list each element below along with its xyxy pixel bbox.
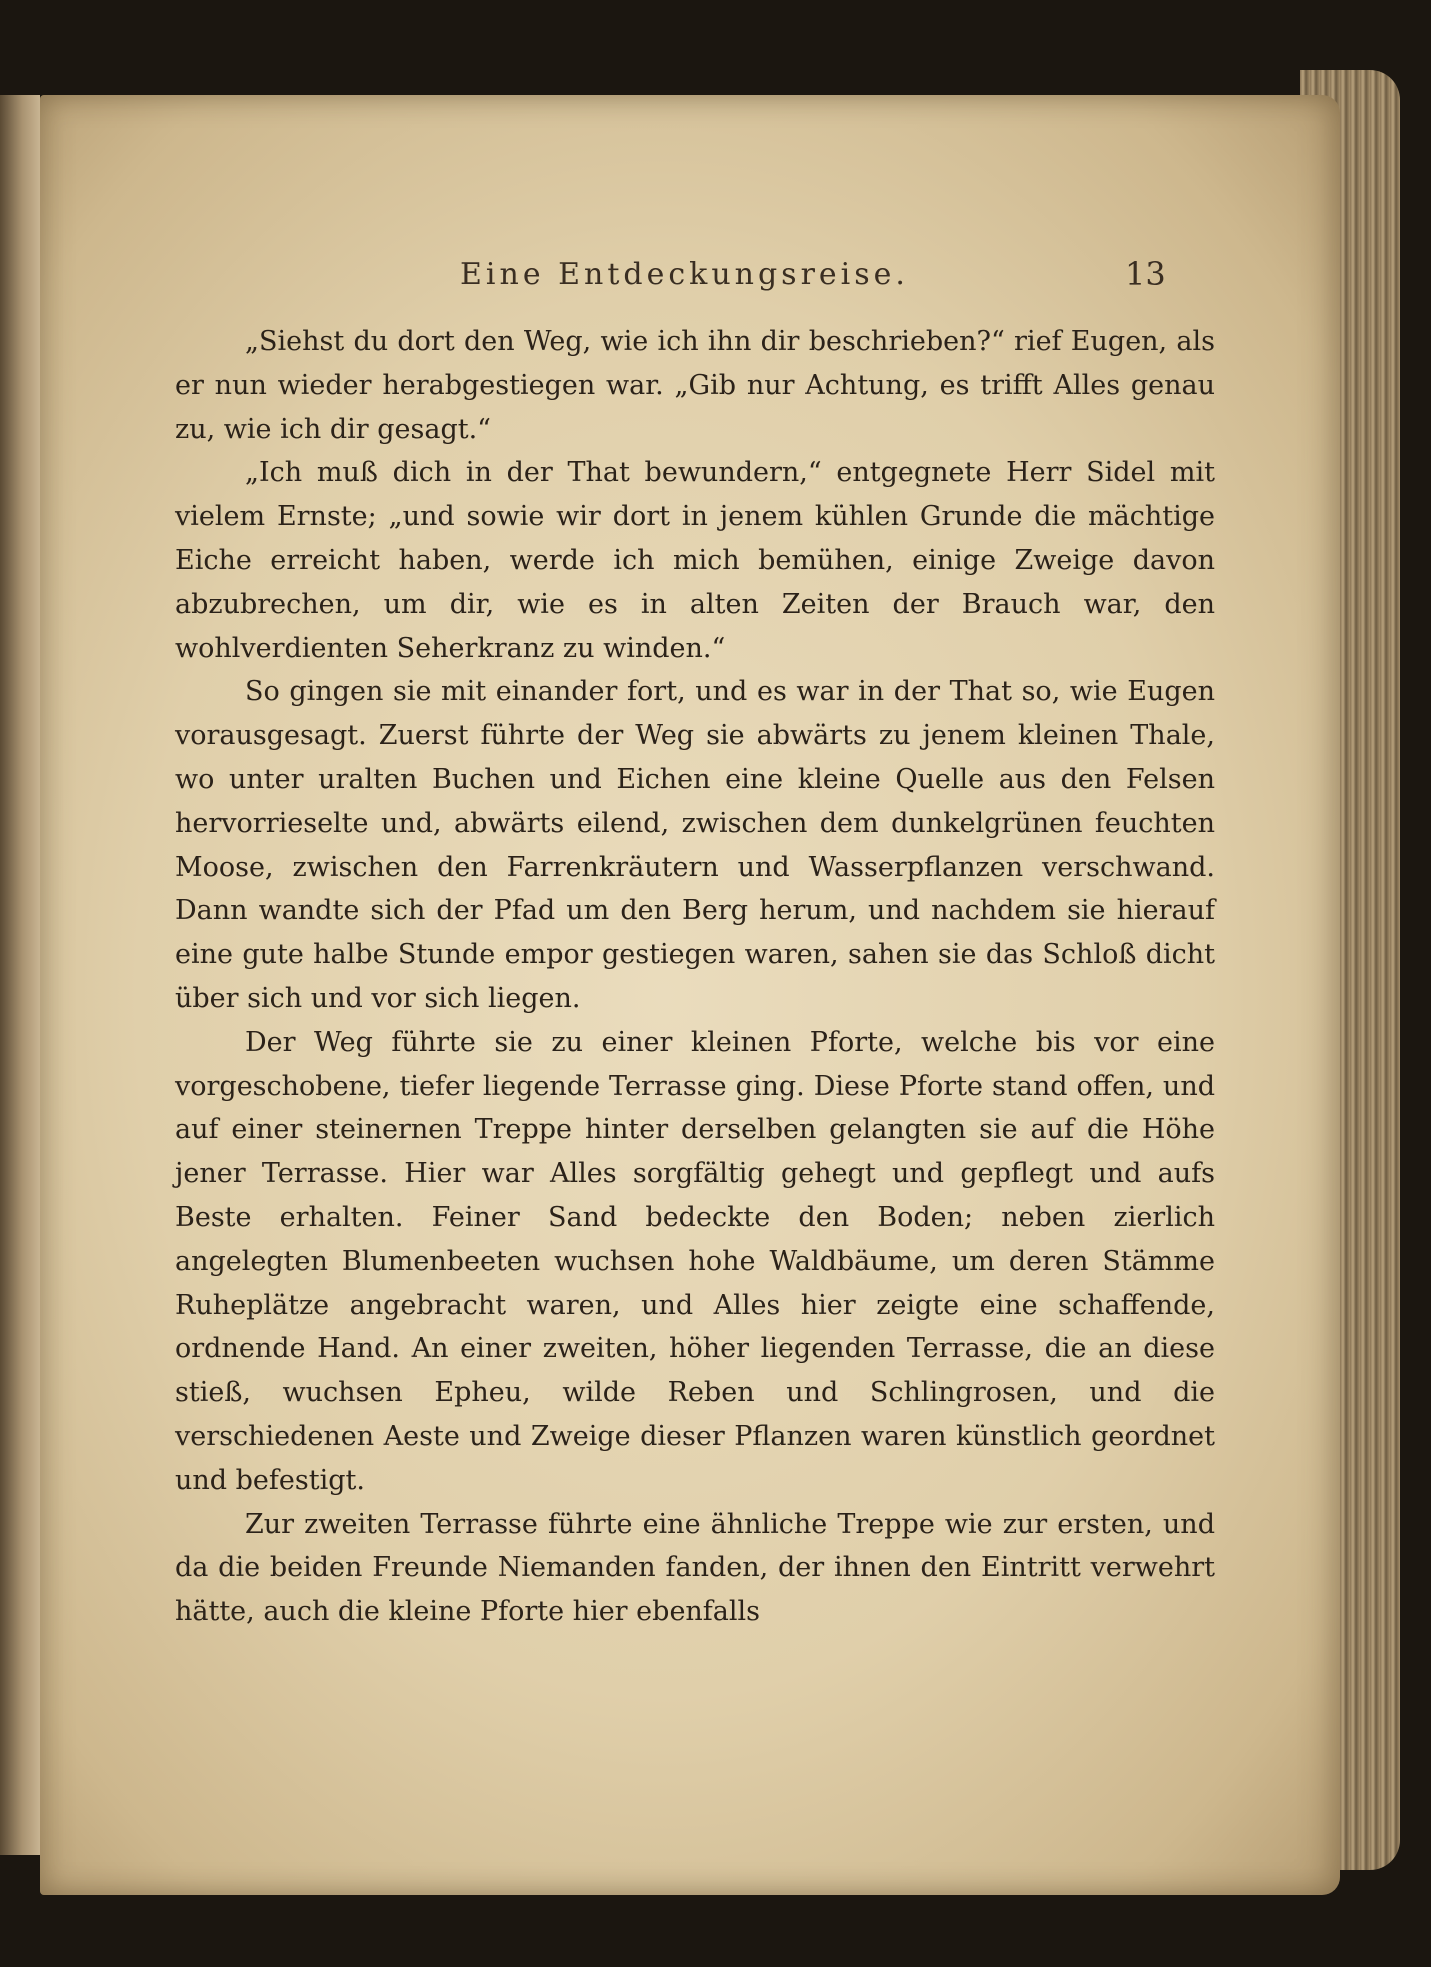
paragraph: „Siehst du dort den Weg, wie ich ihn dir beschrieben?“ rief Eugen, als er nun wieder herabgestiegen war. „Gib nur Achtung, es trifft Alles genau zu, wie ich dir gesagt.“ xyxy=(175,326,1215,445)
paragraph: „Ich muß dich in der That bewundern,“ entgegnete Herr Sidel mit vielem Ernste; „und sowie wir dort in jenem kühlen Grunde die mächtige Eiche erreicht haben, werde ich mich bemühen, einige Zweige davon abzubrechen, um dir, wie es in alten Zeiten der Brauch war, den wohlverdienten Seherkranz zu winden.“ xyxy=(175,457,1215,664)
paragraph: Zur zweiten Terrasse führte eine ähnliche Treppe wie zur ersten, und da die beiden Freunde Niemanden fanden, der ihnen den Eintritt verwehrt hätte, auch die kleine Pforte hier ebenfalls xyxy=(175,1508,1215,1628)
paragraph: So gingen sie mit einander fort, und es war in der That so, wie Eugen vorausgesagt. Zuerst führte der Weg sie abwärts zu jenem kleinen Thale, wo unter uralten Buchen und Eichen eine kleine Quelle aus den Felsen hervorrieselte und, abwärts eilend, zwischen dem dunkelgrünen feuchten Moose, zwischen den Farrenkräutern und Wasserpflanzen verschwand. Dann wandte sich der Pfad um den Berg herum, und nachdem sie hierauf eine gute halbe Stunde empor gestiegen waren, sahen sie das Schloß dicht über sich und vor sich liegen. xyxy=(175,676,1215,1014)
left-page-edge xyxy=(0,95,40,1855)
paragraph: Der Weg führte sie zu einer kleinen Pforte, welche bis vor eine vorgeschobene, tiefer liegende Terrasse ging. Diese Pforte stand offen, und auf einer steinernen Treppe hinter derselben gelangten sie auf die Höhe jener Terrasse. Hier war Alles sorgfältig gehegt und gepflegt und aufs Beste erhalten. Feiner Sand bedeckte den Boden; neben zierlich angelegten Blumenbeeten wuchsen hohe Waldbäume, um deren Stämme Ruheplätze angebracht waren, und Alles hier zeigte eine schaffende, ordnende Hand. An einer zweiten, höher liegenden Terrasse, die an diese stieß, wuchsen Epheu, wilde Reben und Schlingrosen, und die verschiedenen Aeste und Zweige dieser Pflanzen waren künstlich geordnet und befestigt. xyxy=(175,1026,1215,1496)
body-text xyxy=(175,320,1215,1634)
page-number: 13 xyxy=(1125,255,1166,293)
running-title: Eine Entdeckungsreise. xyxy=(460,257,909,292)
page-header xyxy=(40,245,1340,305)
book-page xyxy=(40,95,1340,1895)
